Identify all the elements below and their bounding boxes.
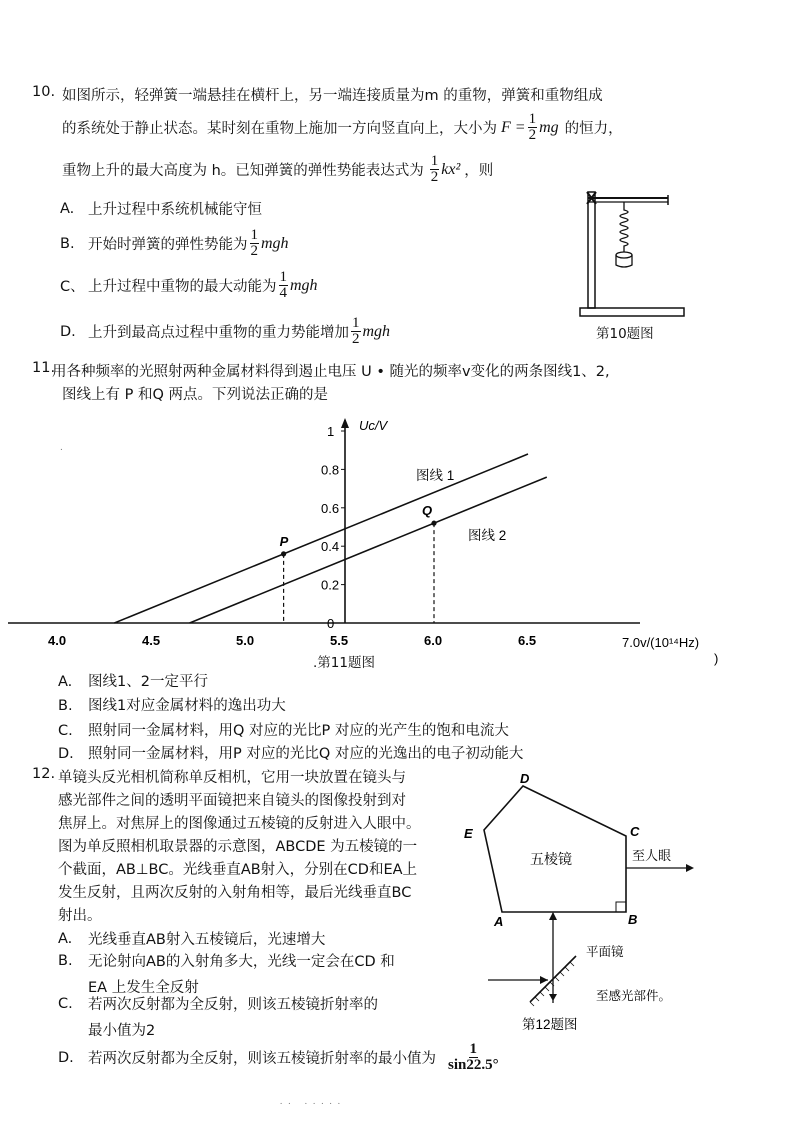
q12-number: 12. bbox=[32, 766, 56, 782]
option-math: mgh bbox=[362, 322, 391, 340]
q10-line3 bbox=[62, 154, 493, 185]
q10-force-mg: mg bbox=[539, 118, 559, 136]
q11-option bbox=[58, 670, 208, 691]
q10-line2-prefix: 的系统处于静止状态。某时刻在重物上施加一方向竖直向上，大小为 bbox=[62, 121, 497, 137]
series-line-1 bbox=[114, 454, 528, 623]
point-Q bbox=[431, 521, 436, 526]
option-text: 照射同一金属材料，用P 对应的光比Q 对应的光逸出的电子初动能大 bbox=[88, 746, 524, 762]
q12-stem-line: 发生反射，且两次反射的入射角相等，最后光线垂直BC bbox=[58, 885, 412, 901]
q12-stem-line: 图为单反照相机取景器的示意图，ABCDE 为五棱镜的一 bbox=[58, 839, 418, 855]
stopping-voltage-chart bbox=[0, 410, 793, 670]
x-tick-label: 5.5 bbox=[330, 633, 349, 648]
q12-figure-caption: 第12题图 bbox=[522, 1017, 578, 1032]
option-text: 上升过程中重物的最大动能为 bbox=[88, 279, 277, 295]
q10-option bbox=[60, 198, 262, 219]
point-label-Q: Q bbox=[422, 503, 433, 519]
series-line-2 bbox=[190, 477, 547, 623]
option-key: C、 bbox=[60, 279, 85, 295]
q10-line3-prefix: 重物上升的最大高度为 h。已知弹簧的弹性势能表达式为 bbox=[62, 163, 424, 179]
q10-line3-suffix: ，则 bbox=[464, 163, 494, 179]
x-axis-label: 7.0v/(10¹⁴Hz) bbox=[622, 635, 700, 650]
q12-stem-line: 射出。 bbox=[58, 908, 102, 924]
series-label-2: 图线 2 bbox=[468, 528, 507, 543]
option-text: 照射同一金属材料，用Q 对应的光比P 对应的光产生的饱和电流大 bbox=[88, 723, 509, 739]
series-label-1: 图线 1 bbox=[416, 468, 455, 483]
q12-option bbox=[58, 1042, 501, 1073]
q12-stem-line: 感光部件之间的透明平面镜把来自镜头的图像投射到对 bbox=[58, 793, 406, 809]
option-key: A. bbox=[58, 674, 73, 690]
q10-force-symbol: F = bbox=[501, 118, 526, 136]
y-tick-label: 0.6 bbox=[321, 500, 340, 516]
option-text: 最小值为2 bbox=[88, 1023, 156, 1039]
x-tick-label: 6.0 bbox=[424, 633, 443, 648]
y-tick-label: 0.2 bbox=[321, 577, 340, 593]
page-footer-mark: .. ..... bbox=[280, 1096, 346, 1106]
q11-option bbox=[58, 719, 509, 740]
q11-figure-caption: .第11题图 bbox=[313, 655, 375, 671]
q11-number: 11. bbox=[32, 360, 56, 376]
x-tick-label: 4.0 bbox=[48, 633, 67, 648]
frac-denominator: 2 bbox=[352, 331, 360, 347]
point-P bbox=[281, 551, 286, 556]
y-axis-label: Uc/V bbox=[359, 418, 388, 433]
option-key: D. bbox=[58, 746, 74, 762]
to-eye-label: 至人眼 bbox=[632, 848, 672, 863]
frac-denominator: sin22.5° bbox=[448, 1057, 499, 1073]
x-axis-label-close: ) bbox=[714, 651, 719, 666]
option-key: B. bbox=[60, 235, 75, 252]
frac-numerator: 1 bbox=[250, 227, 258, 243]
option-text: 上升到最高点过程中重物的重力势能增加 bbox=[88, 325, 349, 341]
option-line bbox=[58, 950, 395, 971]
q10-line2-suffix: 的恒力， bbox=[564, 121, 623, 137]
q11-option bbox=[58, 742, 523, 763]
q11-line2: 图线上有 P 和Q 两点。下列说法正确的是 bbox=[62, 387, 328, 403]
to-sensor-label: 至感光部件。 bbox=[596, 989, 672, 1003]
option-text: 图线1、2一定平行 bbox=[88, 674, 208, 690]
option-text: 图线1对应金属材料的逸出功大 bbox=[88, 698, 286, 714]
q12-option bbox=[58, 993, 378, 1040]
q12-option bbox=[58, 928, 325, 949]
option-text: 若两次反射都为全反射，则该五棱镜折射率的 bbox=[88, 997, 378, 1013]
vertex-label-A: A bbox=[494, 914, 504, 929]
frac-numerator: 1 bbox=[528, 111, 537, 127]
option-fraction bbox=[279, 270, 289, 301]
option-fraction bbox=[351, 316, 361, 347]
q12-stem-line: 个截面，AB⊥BC。光线垂直AB射入，分别在CD和EA上 bbox=[58, 862, 418, 878]
option-text: 上升过程中系统机械能守恒 bbox=[88, 202, 262, 218]
option-line bbox=[58, 993, 378, 1014]
option-key: D. bbox=[58, 1049, 74, 1066]
q10-option bbox=[60, 270, 318, 301]
option-key: A. bbox=[60, 200, 75, 217]
q10-figure-caption: 第10题图 bbox=[596, 326, 654, 342]
y-tick-label: 0 bbox=[327, 616, 335, 631]
q10-line2 bbox=[62, 112, 623, 143]
q12-stem-line: 焦屏上。对焦屏上的图像通过五棱镜的反射进入人眼中。 bbox=[58, 816, 421, 832]
option-text: 开始时弹簧的弹性势能为 bbox=[88, 237, 248, 253]
vertex-label-B: B bbox=[628, 912, 638, 927]
option-key: D. bbox=[60, 323, 76, 340]
option-key: C. bbox=[58, 723, 73, 739]
frac-denominator: 4 bbox=[279, 285, 287, 301]
chart-speck: . bbox=[60, 442, 63, 453]
pentaprism-diagram bbox=[460, 768, 700, 1068]
y-tick-label: 0.4 bbox=[321, 539, 340, 555]
vertex-label-D: D bbox=[520, 771, 530, 786]
pentaprism-outline bbox=[484, 786, 626, 912]
right-angle-mark bbox=[616, 902, 626, 912]
option-line bbox=[58, 1019, 378, 1040]
q12-stem-line: 单镜头反光相机简称单反相机，它用一块放置在镜头与 bbox=[58, 770, 406, 786]
mirror-label: 平面镜 bbox=[586, 945, 624, 959]
frac-denominator: 2 bbox=[430, 169, 439, 185]
frac-numerator: 1 bbox=[469, 1041, 478, 1057]
option-key: A. bbox=[58, 930, 73, 947]
option-text: 无论射向AB的入射角多大，光线一定会在CD 和 bbox=[88, 954, 395, 970]
x-tick-label: 5.0 bbox=[236, 633, 255, 648]
option-key: B. bbox=[58, 952, 73, 969]
frac-denominator: 2 bbox=[250, 243, 258, 259]
option-key: C. bbox=[58, 995, 73, 1012]
q10-energy-fraction bbox=[430, 154, 440, 185]
q10-energy-kx2: kx² bbox=[441, 160, 461, 178]
option-math: mgh bbox=[261, 234, 289, 252]
frac-numerator: 1 bbox=[279, 269, 287, 285]
q11-option bbox=[58, 694, 286, 715]
q10-force-fraction bbox=[528, 112, 538, 143]
option-line bbox=[58, 928, 325, 949]
option-math: mgh bbox=[290, 276, 318, 294]
point-label-P: P bbox=[279, 533, 289, 549]
frac-denominator: 2 bbox=[528, 127, 537, 143]
q12-option bbox=[58, 950, 395, 997]
vertex-label-C: C bbox=[630, 824, 640, 839]
y-tick-label: 1 bbox=[327, 424, 335, 439]
option-text: EA 上发生全反射 bbox=[88, 980, 199, 996]
frac-numerator: 1 bbox=[352, 315, 360, 331]
q10-line1: 如图所示，轻弹簧一端悬挂在横杆上，另一端连接质量为m 的重物，弹簧和重物组成 bbox=[62, 88, 603, 104]
vertex-label-E: E bbox=[464, 826, 473, 841]
q10-option bbox=[60, 316, 390, 347]
option-text: 光线垂直AB射入五棱镜后，光速增大 bbox=[88, 932, 326, 948]
q10-number: 10. bbox=[32, 84, 56, 100]
spring-stand-figure bbox=[574, 180, 694, 326]
pentaprism-label: 五棱镜 bbox=[530, 851, 572, 867]
option-text: 若两次反射都为全反射，则该五棱镜折射率的最小值为 bbox=[88, 1051, 436, 1067]
y-axis-arrow bbox=[341, 418, 349, 428]
frac-numerator: 1 bbox=[430, 153, 439, 169]
y-tick-label: 0.8 bbox=[321, 462, 340, 478]
x-tick-label: 4.5 bbox=[142, 633, 161, 648]
q11-line1: 用各种频率的光照射两种金属材料得到遏止电压 U • 随光的频率v变化的两条图线1、2, bbox=[52, 364, 610, 380]
option-key: B. bbox=[58, 698, 73, 714]
option-line bbox=[58, 1042, 501, 1073]
x-tick-label: 6.5 bbox=[518, 633, 537, 648]
option-fraction bbox=[250, 228, 260, 259]
q10-option bbox=[60, 228, 289, 259]
